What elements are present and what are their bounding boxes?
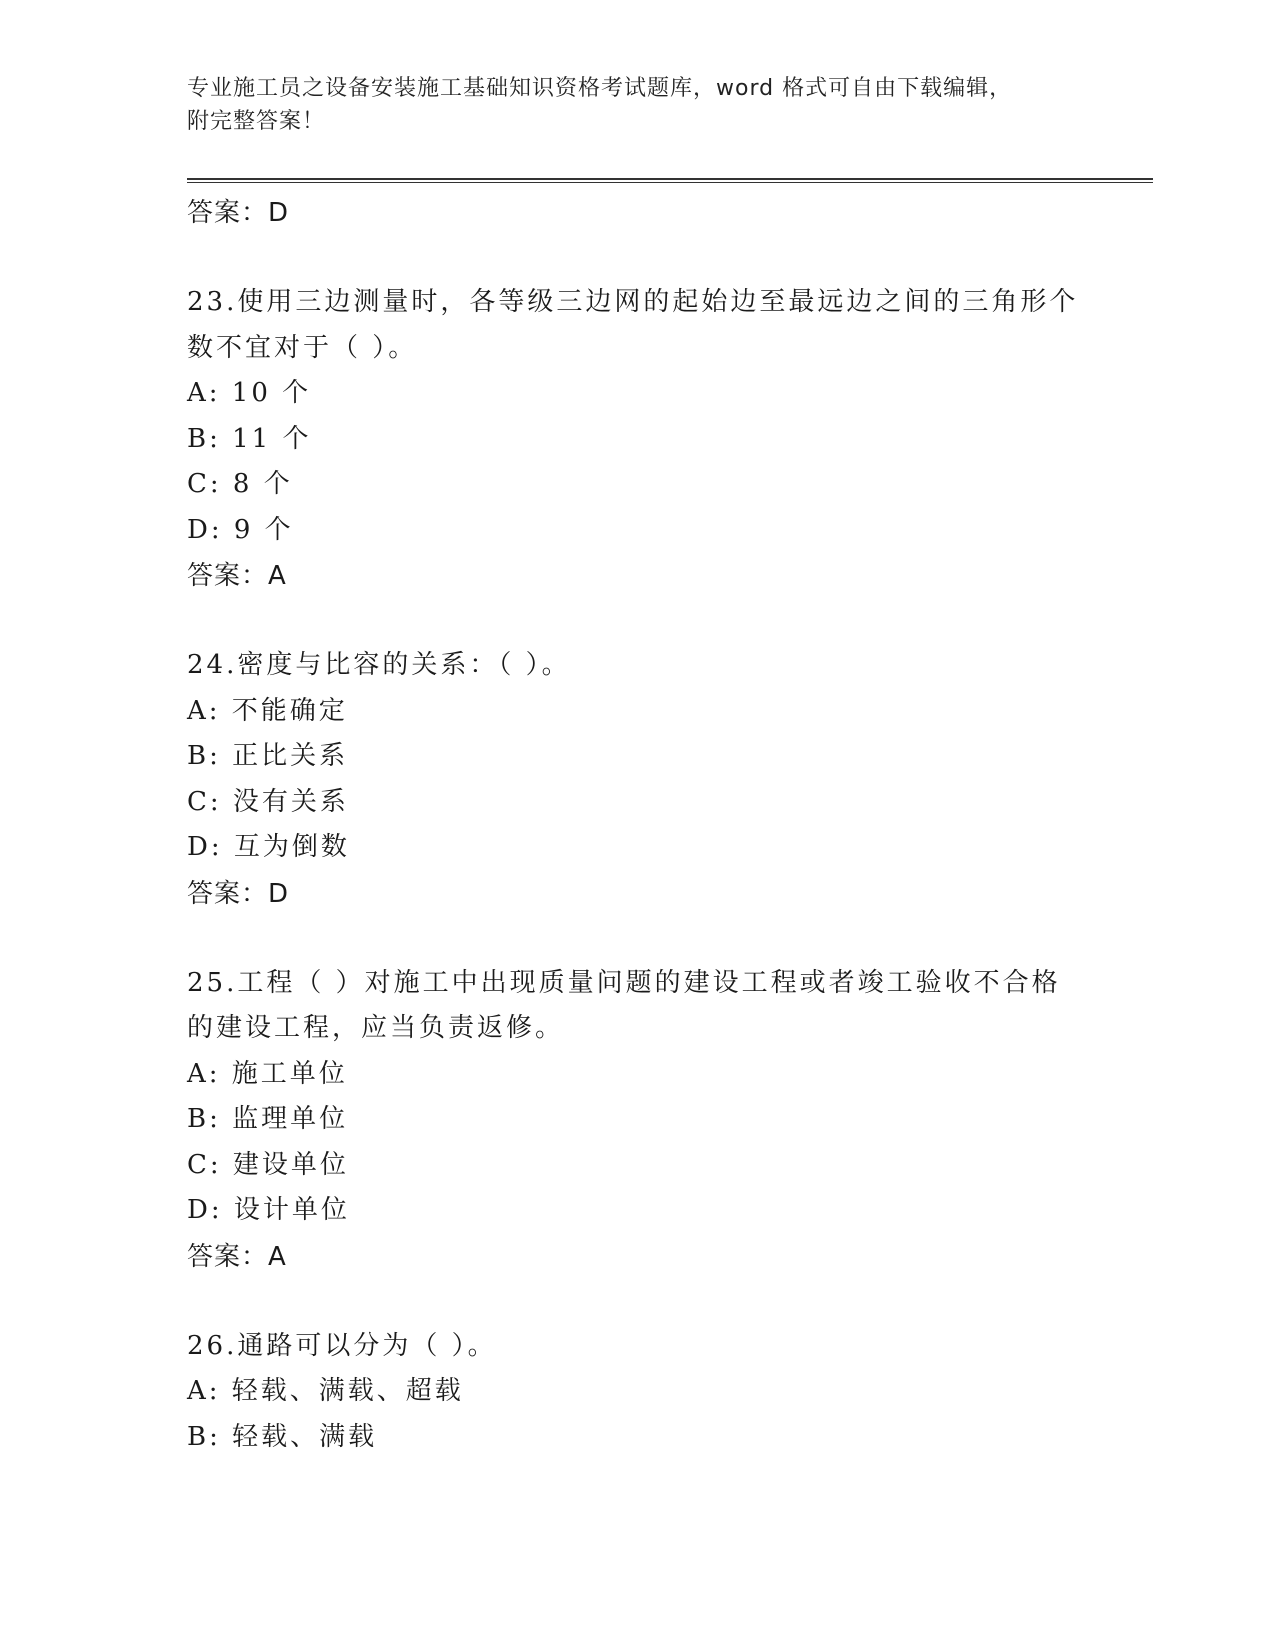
question-26 xyxy=(187,1324,1087,1461)
page-header xyxy=(187,72,1087,138)
question-text: 26.通路可以分为（ ）。 xyxy=(187,1330,497,1361)
question-text: 的建设工程，应当负责返修。 xyxy=(187,1013,565,1043)
option-b: B: 轻载、满载 xyxy=(187,1421,378,1452)
answer-label: 答案：A xyxy=(187,561,287,591)
option-a: A: 10 个 xyxy=(187,378,312,408)
previous-answer: 答案：D xyxy=(187,198,290,228)
answer-label: 答案：A xyxy=(187,1241,287,1272)
option-b: B: 正比关系 xyxy=(187,741,349,771)
question-text: 数不宜对于（ ）。 xyxy=(187,332,418,363)
option-c: C: 建设单位 xyxy=(187,1149,349,1180)
option-d: D: 互为倒数 xyxy=(187,832,350,862)
header-line-2: 附完整答案！ xyxy=(187,109,326,134)
option-c: C: 没有关系 xyxy=(187,786,349,817)
spacer xyxy=(187,1280,1087,1324)
option-a: A: 施工单位 xyxy=(187,1058,348,1089)
question-23 xyxy=(187,280,1087,599)
answer-label: 答案：D xyxy=(187,878,290,909)
option-d: D: 设计单位 xyxy=(187,1195,350,1225)
question-text: 25.工程（ ）对施工中出现质量问题的建设工程或者竣工验收不合格 xyxy=(187,967,1061,998)
question-25 xyxy=(187,961,1087,1280)
question-24 xyxy=(187,643,1087,917)
option-a: A: 不能确定 xyxy=(187,695,348,726)
option-d: D: 9 个 xyxy=(187,514,294,545)
option-a: A: 轻载、满载、超载 xyxy=(187,1376,464,1406)
option-b: B: 11 个 xyxy=(187,423,312,454)
question-text: 24.密度与比容的关系：（ ）。 xyxy=(187,650,571,680)
header-line-1: 专业施工员之设备安装施工基础知识资格考试题库，word 格式可自由下载编辑， xyxy=(187,76,1013,101)
question-list xyxy=(187,190,1087,1460)
spacer xyxy=(187,236,1087,280)
header-divider xyxy=(187,178,1153,183)
spacer xyxy=(187,917,1087,961)
option-c: C: 8 个 xyxy=(187,469,293,499)
spacer xyxy=(187,599,1087,643)
question-text: 23.使用三边测量时，各等级三边网的起始边至最远边之间的三角形个 xyxy=(187,287,1079,317)
option-b: B: 监理单位 xyxy=(187,1104,349,1134)
